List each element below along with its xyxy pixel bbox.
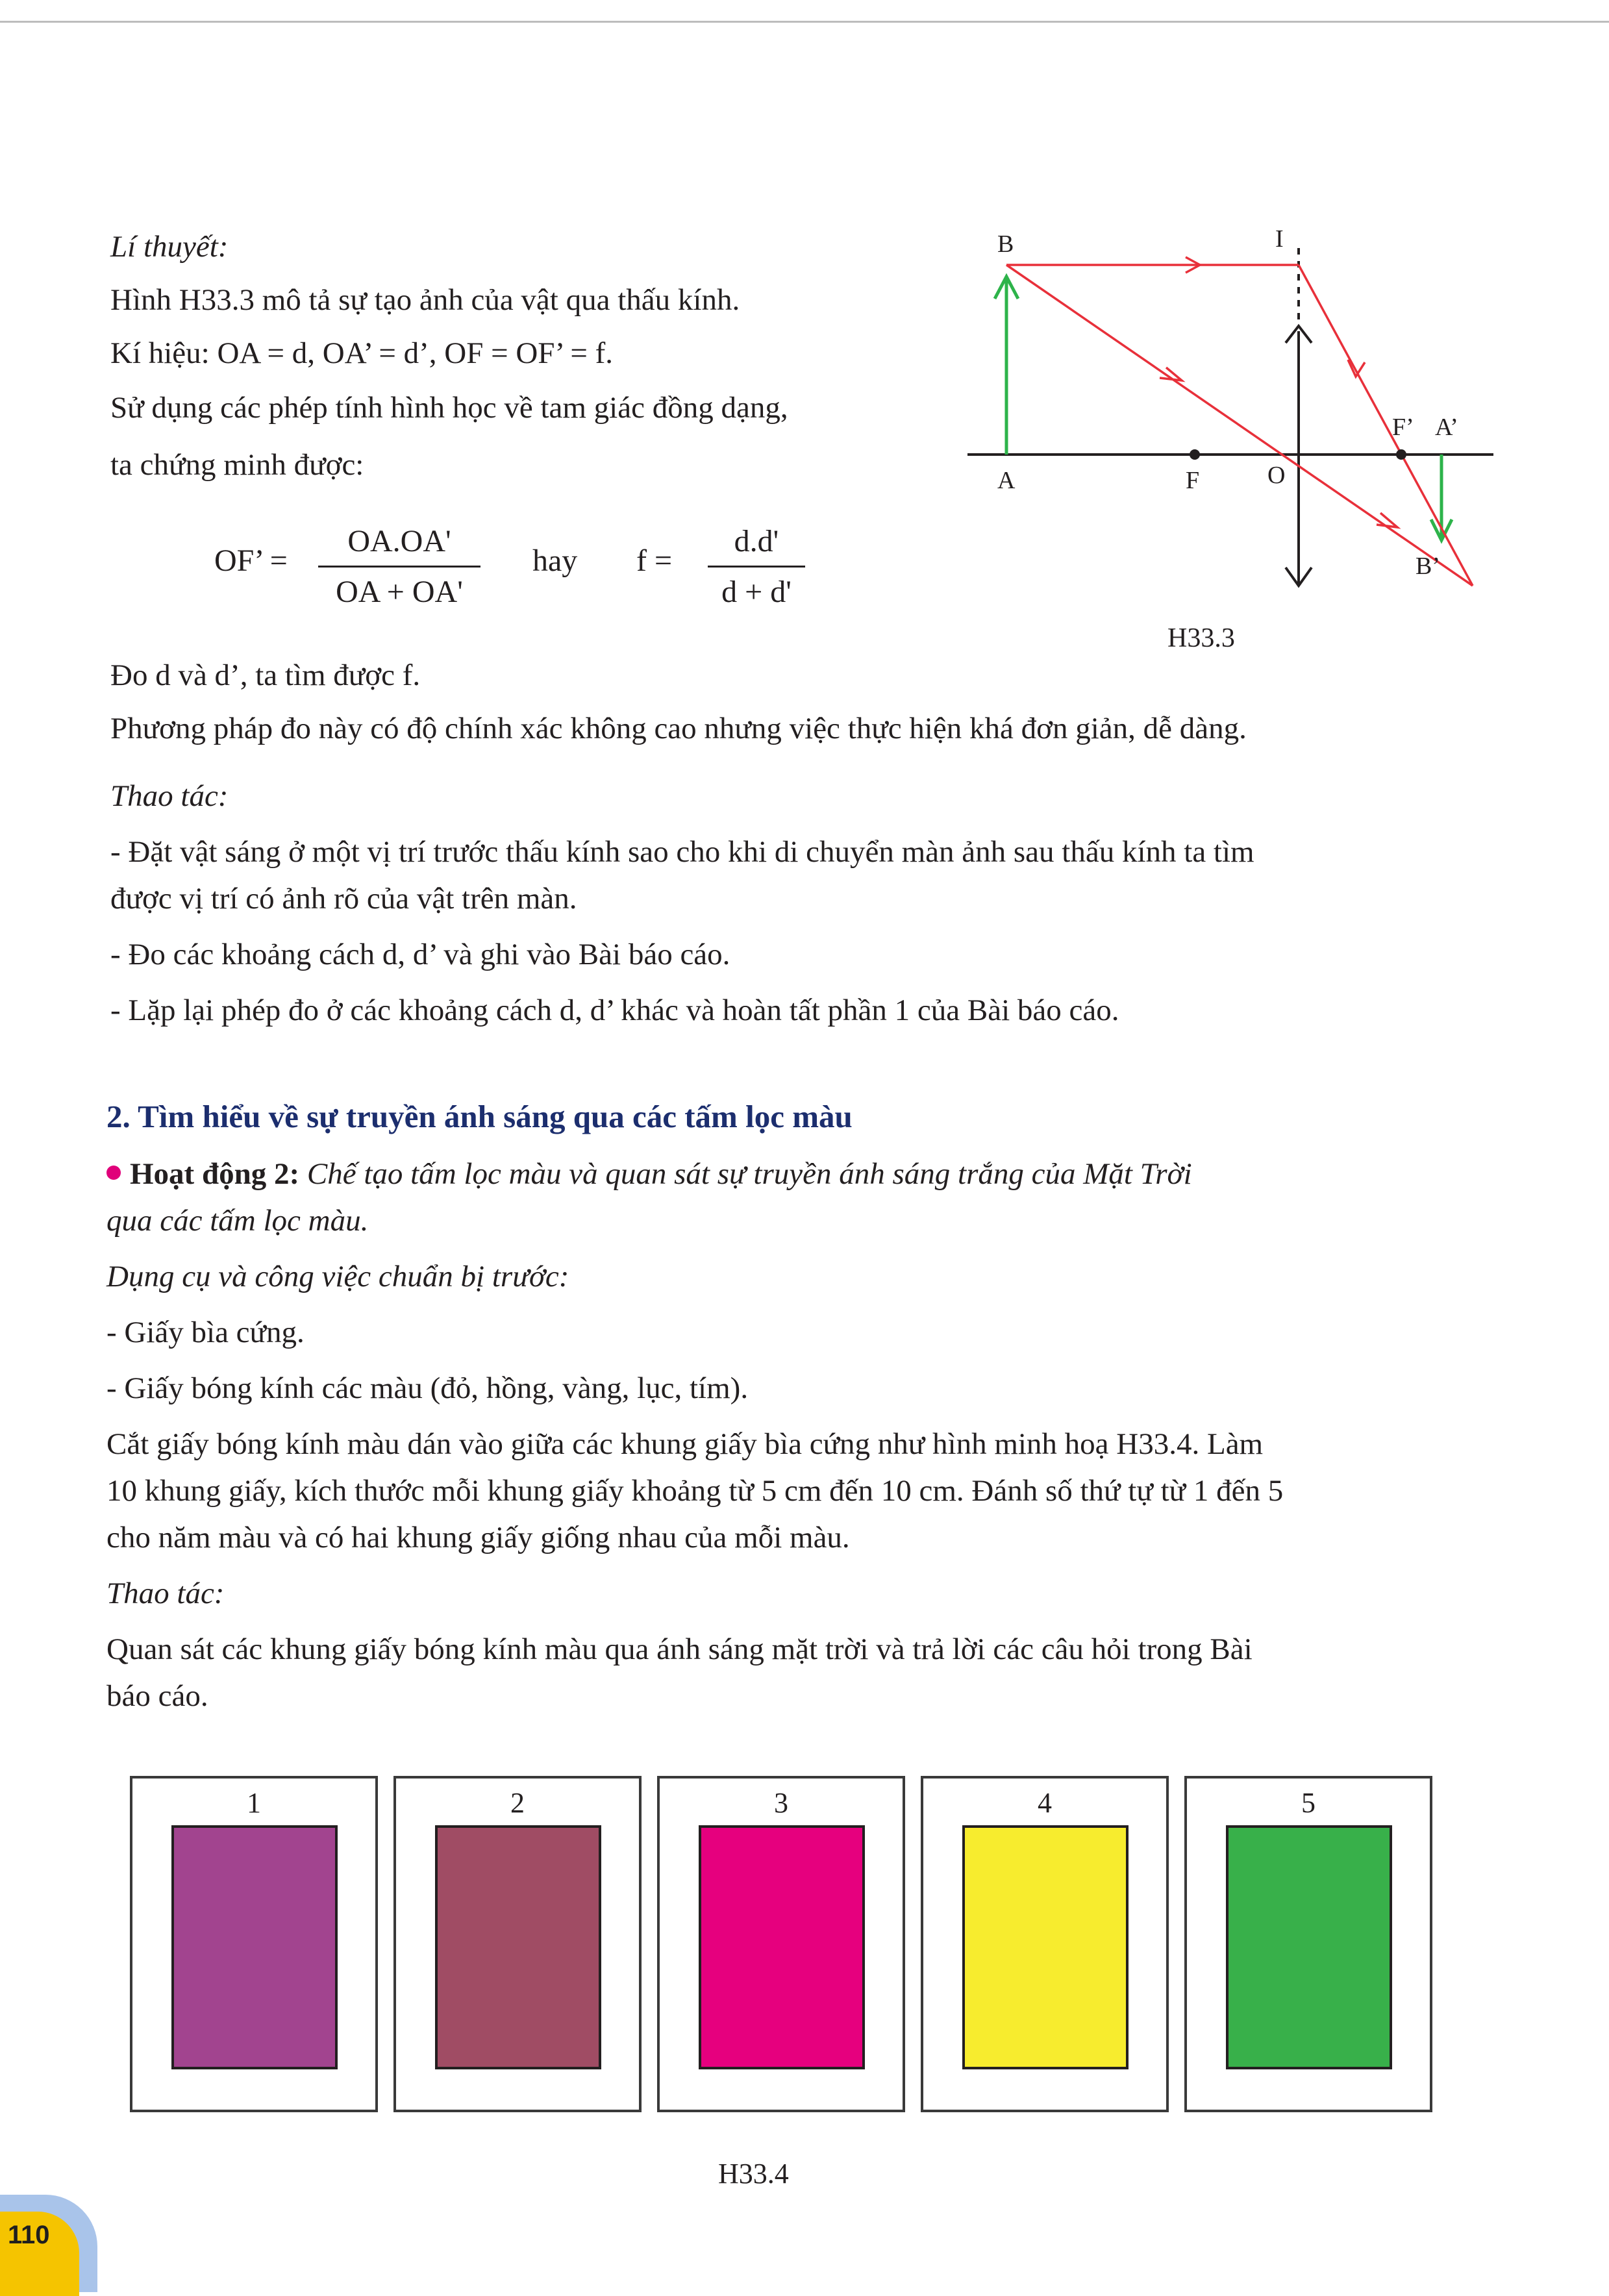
formula-f-eq: f = [636, 543, 673, 578]
body-line-1: Đo d và d’, ta tìm được f. [110, 658, 421, 692]
paragraph-1a: Cắt giấy bóng kính màu dán vào giữa các khung giấy bìa cứng như hình minh hoạ H33.4. Làm [106, 1427, 1264, 1461]
filter-glass-4 [962, 1825, 1129, 2069]
formula-lhs: OF’ = [214, 543, 288, 578]
lens-diagram [942, 214, 1500, 656]
paragraph-1c: cho năm màu và có hai khung giấy giống nhau của mỗi màu. [106, 1521, 850, 1554]
formula-hay: hay [532, 543, 578, 578]
label-O: O [1267, 462, 1286, 489]
operation-step-2: - Đo các khoảng cách d, d’ và ghi vào Bài báo cáo. [110, 938, 730, 971]
theory-line-4: ta chứng minh được: [110, 448, 364, 482]
fraction-d [708, 523, 805, 610]
label-F-prime: F’ [1392, 414, 1414, 441]
prep-item-2: - Giấy bóng kính các màu (đỏ, hồng, vàng, lục, tím). [106, 1371, 749, 1405]
fraction-oa [318, 523, 480, 610]
label-I: I [1275, 225, 1284, 253]
activity-2-text-b: qua các tấm lọc màu. [106, 1204, 369, 1238]
label-A-prime: A’ [1435, 414, 1458, 441]
filter-number-2: 2 [510, 1787, 525, 1819]
operation-heading-1: Thao tác: [110, 779, 229, 813]
fraction-d-numerator: d.d' [734, 524, 779, 558]
filter-number-4: 4 [1038, 1787, 1052, 1819]
figure-caption-h33-3: H33.3 [1167, 623, 1235, 653]
figure-caption-h33-4: H33.4 [718, 2158, 789, 2190]
theory-line-2: Kí hiệu: OA = d, OA’ = d’, OF = OF’ = f. [110, 336, 614, 370]
top-rule [0, 21, 1609, 23]
operation-heading-2: Thao tác: [106, 1577, 225, 1610]
filter-number-3: 3 [774, 1787, 788, 1819]
activity-2-line-a [106, 1154, 1192, 1193]
operation-step-3: - Lặp lại phép đo ở các khoảng cách d, d’ khác và hoàn tất phần 1 của Bài báo cáo. [110, 993, 1119, 1027]
fraction-d-denominator: d + d' [721, 575, 792, 609]
filter-glass-5 [1226, 1825, 1392, 2069]
fraction-oa-denominator: OA + OA' [336, 575, 463, 609]
operation-step-1b: được vị trí có ảnh rõ của vật trên màn. [110, 882, 577, 916]
filter-frame-2 [393, 1776, 642, 2112]
prep-heading: Dụng cụ và công việc chuẩn bị trước: [106, 1260, 569, 1293]
page-number: 110 [8, 2221, 50, 2249]
activity-2-text-a: Chế tạo tấm lọc màu và quan sát sự truyền ánh sáng trắng của Mặt Trời [306, 1157, 1192, 1191]
bullet-icon [106, 1166, 121, 1180]
filter-frame-3 [657, 1776, 905, 2112]
focal-point-F [1190, 449, 1200, 460]
filter-glass-1 [171, 1825, 338, 2069]
paragraph-2b: báo cáo. [106, 1679, 208, 1713]
activity-2-label: Hoạt động 2: [130, 1157, 300, 1191]
ray-center-arrow-2 [1377, 513, 1397, 527]
theory-line-3: Sử dụng các phép tính hình học về tam giác đồng dạng, [110, 391, 788, 425]
filter-frame-1 [130, 1776, 378, 2112]
filter-frame-4 [921, 1776, 1169, 2112]
color-filter-frames [130, 1776, 1448, 2120]
label-B: B [997, 231, 1014, 258]
focal-point-F-prime [1396, 449, 1406, 460]
fraction-oa-numerator: OA.OA' [347, 524, 451, 558]
paragraph-1b: 10 khung giấy, kích thước mỗi khung giấy khoảng từ 5 cm đến 10 cm. Đánh số thứ tự từ 1 đến 5 [106, 1474, 1284, 1508]
filter-number-5: 5 [1301, 1787, 1316, 1819]
operation-step-1a: - Đặt vật sáng ở một vị trí trước thấu kính sao cho khi di chuyển màn ảnh sau thấu kính ta tìm [110, 835, 1254, 869]
filter-glass-3 [699, 1825, 865, 2069]
filter-number-1: 1 [247, 1787, 261, 1819]
filter-glass-2 [435, 1825, 601, 2069]
body-line-2: Phương pháp đo này có độ chính xác không cao nhưng việc thực hiện khá đơn giản, dễ dàng. [110, 712, 1247, 745]
prep-item-1: - Giấy bìa cứng. [106, 1316, 305, 1349]
theory-heading: Lí thuyết: [110, 230, 229, 264]
paragraph-2a: Quan sát các khung giấy bóng kính màu qua ánh sáng mặt trời và trả lời các câu hỏi trong Bài [106, 1632, 1253, 1666]
theory-line-1: Hình H33.3 mô tả sự tạo ảnh của vật qua thấu kính. [110, 283, 740, 317]
label-A: A [997, 467, 1016, 494]
section-2-heading: 2. Tìm hiểu về sự truyền ánh sáng qua các tấm lọc màu [106, 1099, 853, 1134]
label-B-prime: B’ [1416, 553, 1440, 580]
label-F: F [1186, 467, 1200, 494]
filter-frame-5 [1184, 1776, 1432, 2112]
